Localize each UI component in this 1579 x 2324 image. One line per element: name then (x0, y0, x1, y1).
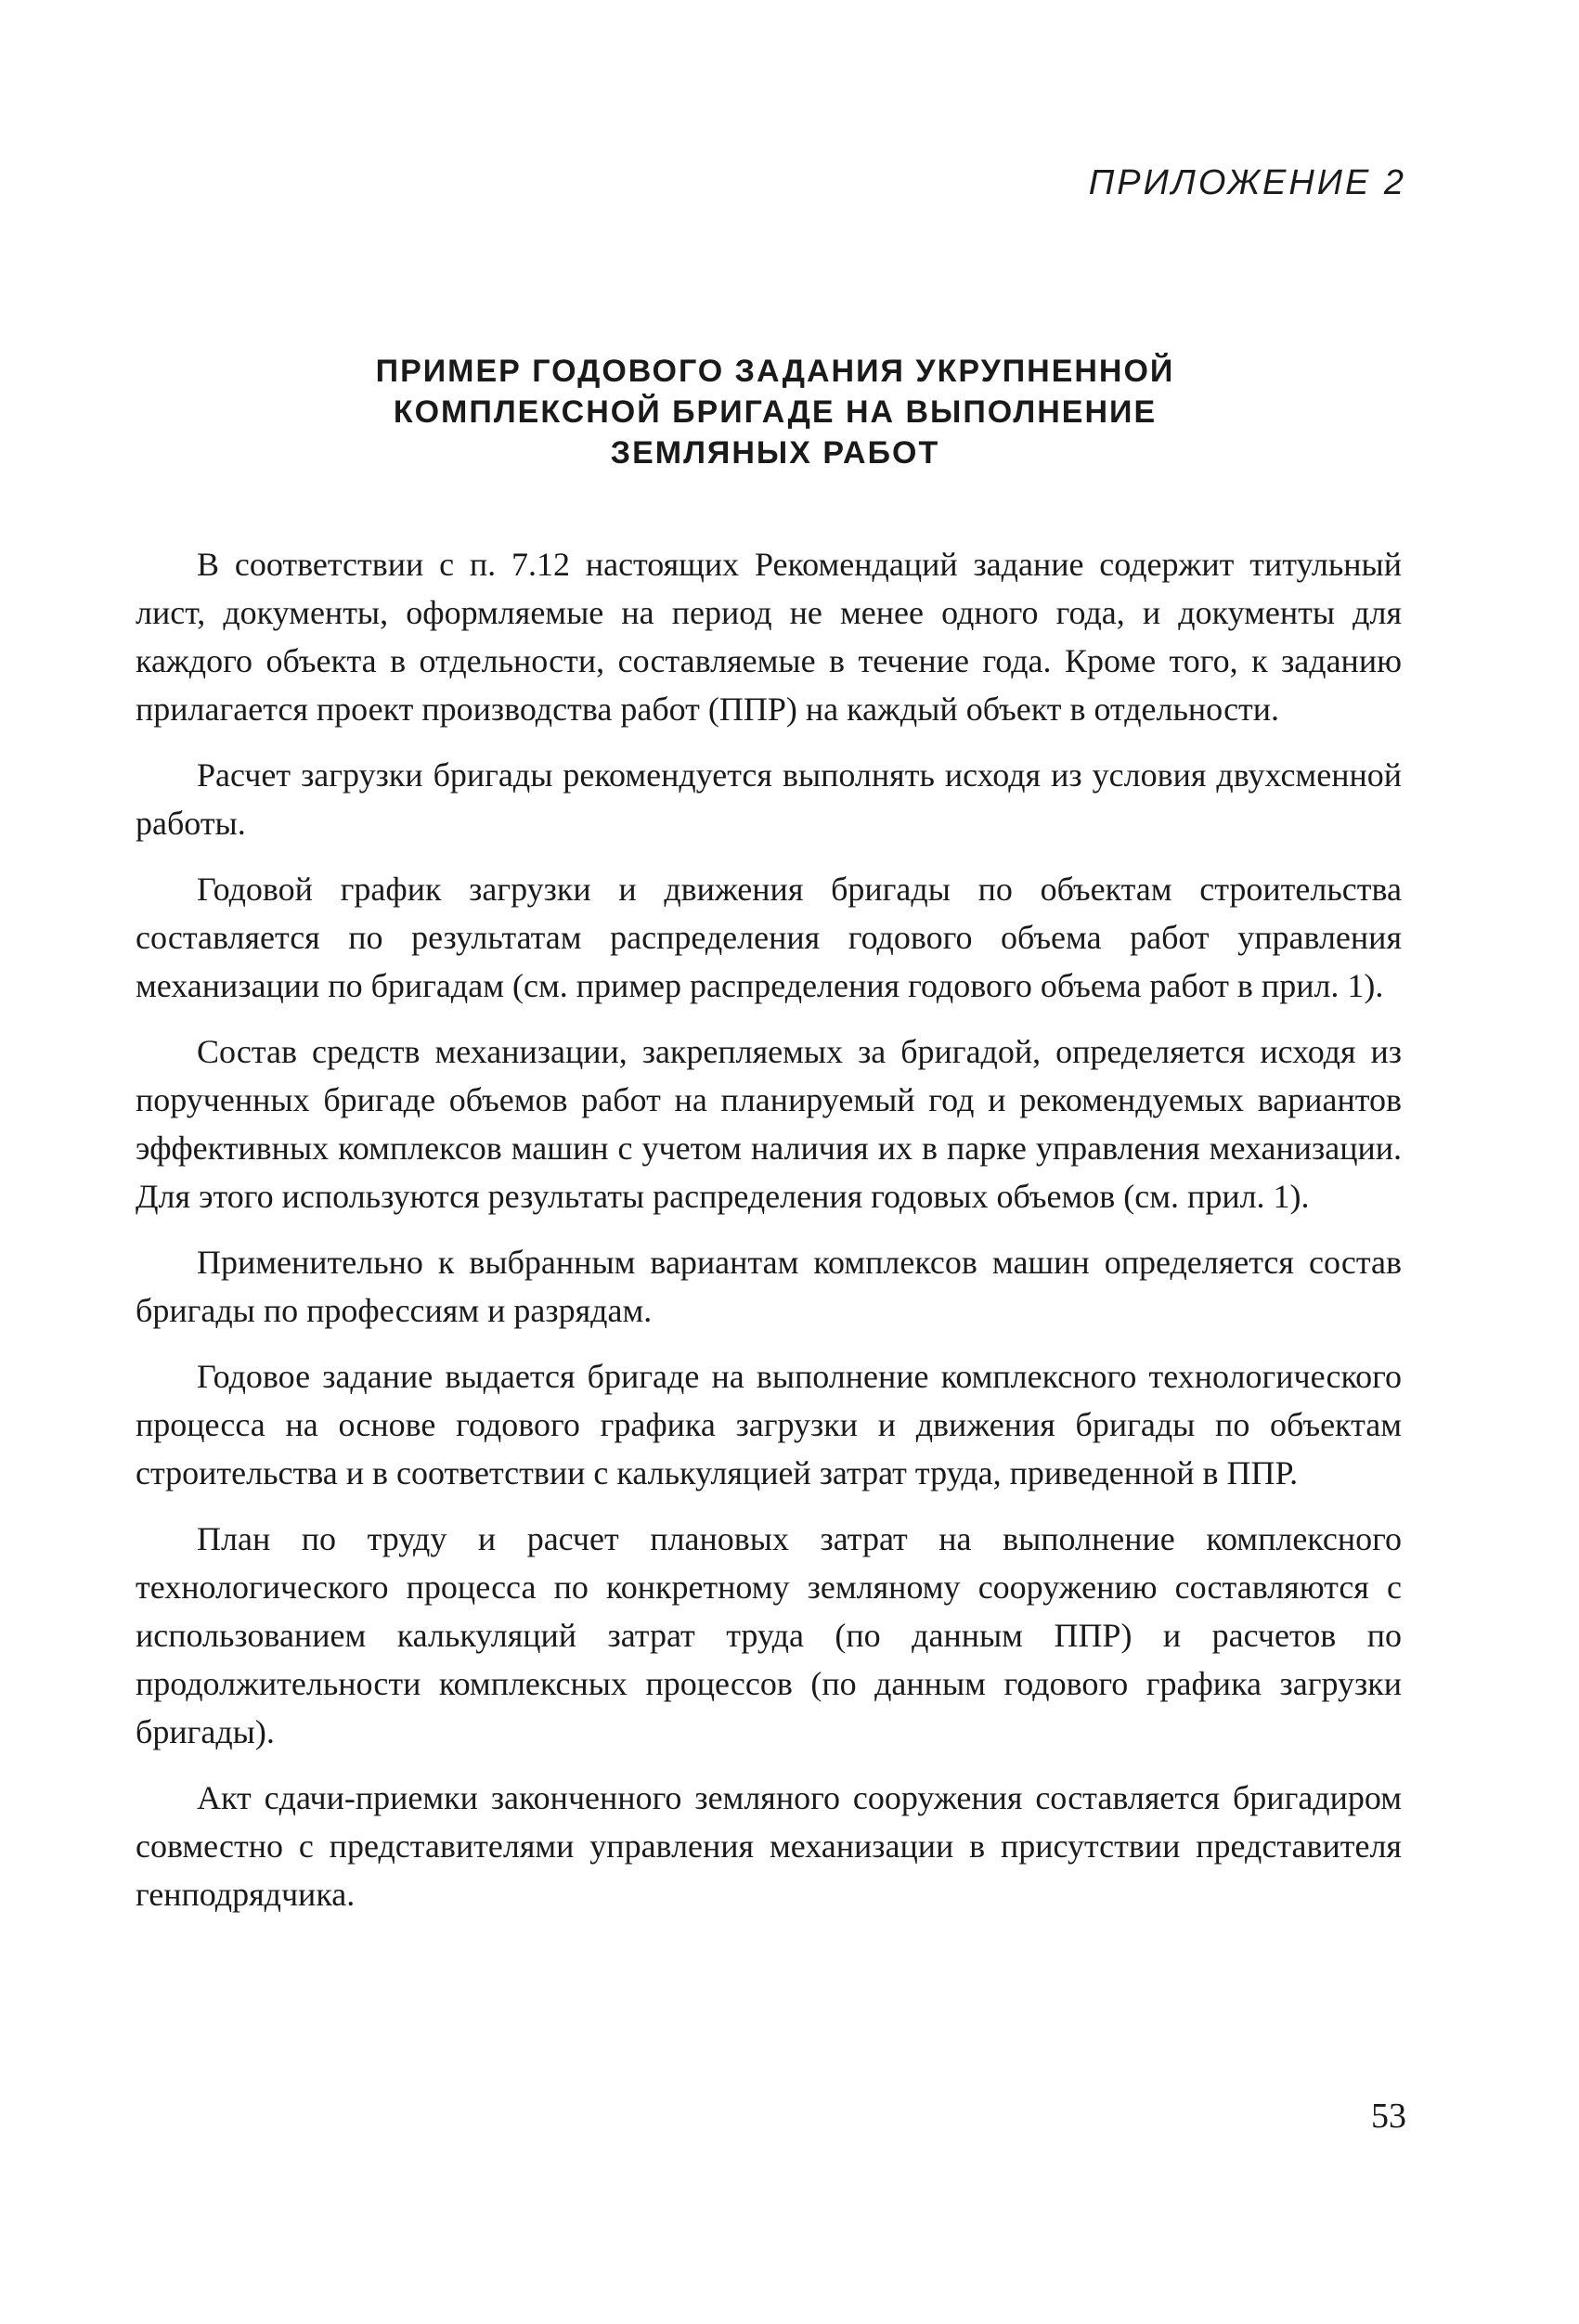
paragraph-task-contents: В соответствии с п. 7.12 настоящих Рекомендаций задание содержит титульный лист, документы, оформляемые на период не менее одного года, и документы для каждого объекта в отдельности, составляемые в течение года. Кроме того, к заданию прилагается проект производства работ (ППР) на каждый объект в отдельности. (136, 546, 1402, 728)
title-line-1: ПРИМЕР ГОДОВОГО ЗАДАНИЯ УКРУПНЕННОЙ (375, 354, 1175, 389)
title-line-3: ЗЕМЛЯНЫХ РАБОТ (610, 435, 940, 471)
paragraph-labor-plan: План по труду и расчет плановых затрат на выполнение комплексного технологического процесса по конкретному земляному сооружению составляются с использованием калькуляций затрат труда (по данным ППР) и расчетов по продолжительности комплексных процессов (по данным годового графика загрузки бригады). (136, 1520, 1402, 1750)
paragraph-annual-schedule: Годовой график загрузки и движения бригады по объектам строительства составляется по результатам распределения годового объема работ управления механизации по бригадам (см. пример распределения годового объема работ в прил. 1). (136, 871, 1402, 1004)
appendix-label: ПРИЛОЖЕНИЕ 2 (1088, 163, 1406, 202)
title-line-2: КОМПЛЕКСНОЙ БРИГАДЕ НА ВЫПОЛНЕНИЕ (393, 394, 1158, 430)
document-title (334, 351, 1216, 473)
paragraph-mechanization-means: Состав средств механизации, закрепляемых за бригадой, определяется исходя из порученных бригаде объемов работ на планируемый год и рекомендуемых вариантов эффективных комплексов машин с учетом наличия их в парке управления механизации. Для этого используются результаты распределения годовых объемов (см. прил. 1). (136, 1033, 1402, 1215)
paragraph-brigade-composition: Применительно к выбранным вариантам комплексов машин определяется состав бригады по профессиям и разрядам. (136, 1244, 1402, 1329)
paragraph-workload-calculation: Расчет загрузки бригады рекомендуется выполнять исходя из условия двухсменной работы. (136, 756, 1402, 842)
paragraph-acceptance-act: Акт сдачи-приемки законченного земляного сооружения составляется бригадиром совместно с представителями управления механизации в присутствии представителя генподрядчика. (136, 1779, 1402, 1913)
body-text (136, 540, 1402, 1936)
paragraph-annual-task: Годовое задание выдается бригаде на выполнение комплексного технологического процесса на основе годового графика загрузки и движения бригады по объектам строительства и в соответствии с калькуляцией затрат труда, приведенной в ППР. (136, 1358, 1402, 1491)
page-number: 53 (1371, 2097, 1406, 2136)
